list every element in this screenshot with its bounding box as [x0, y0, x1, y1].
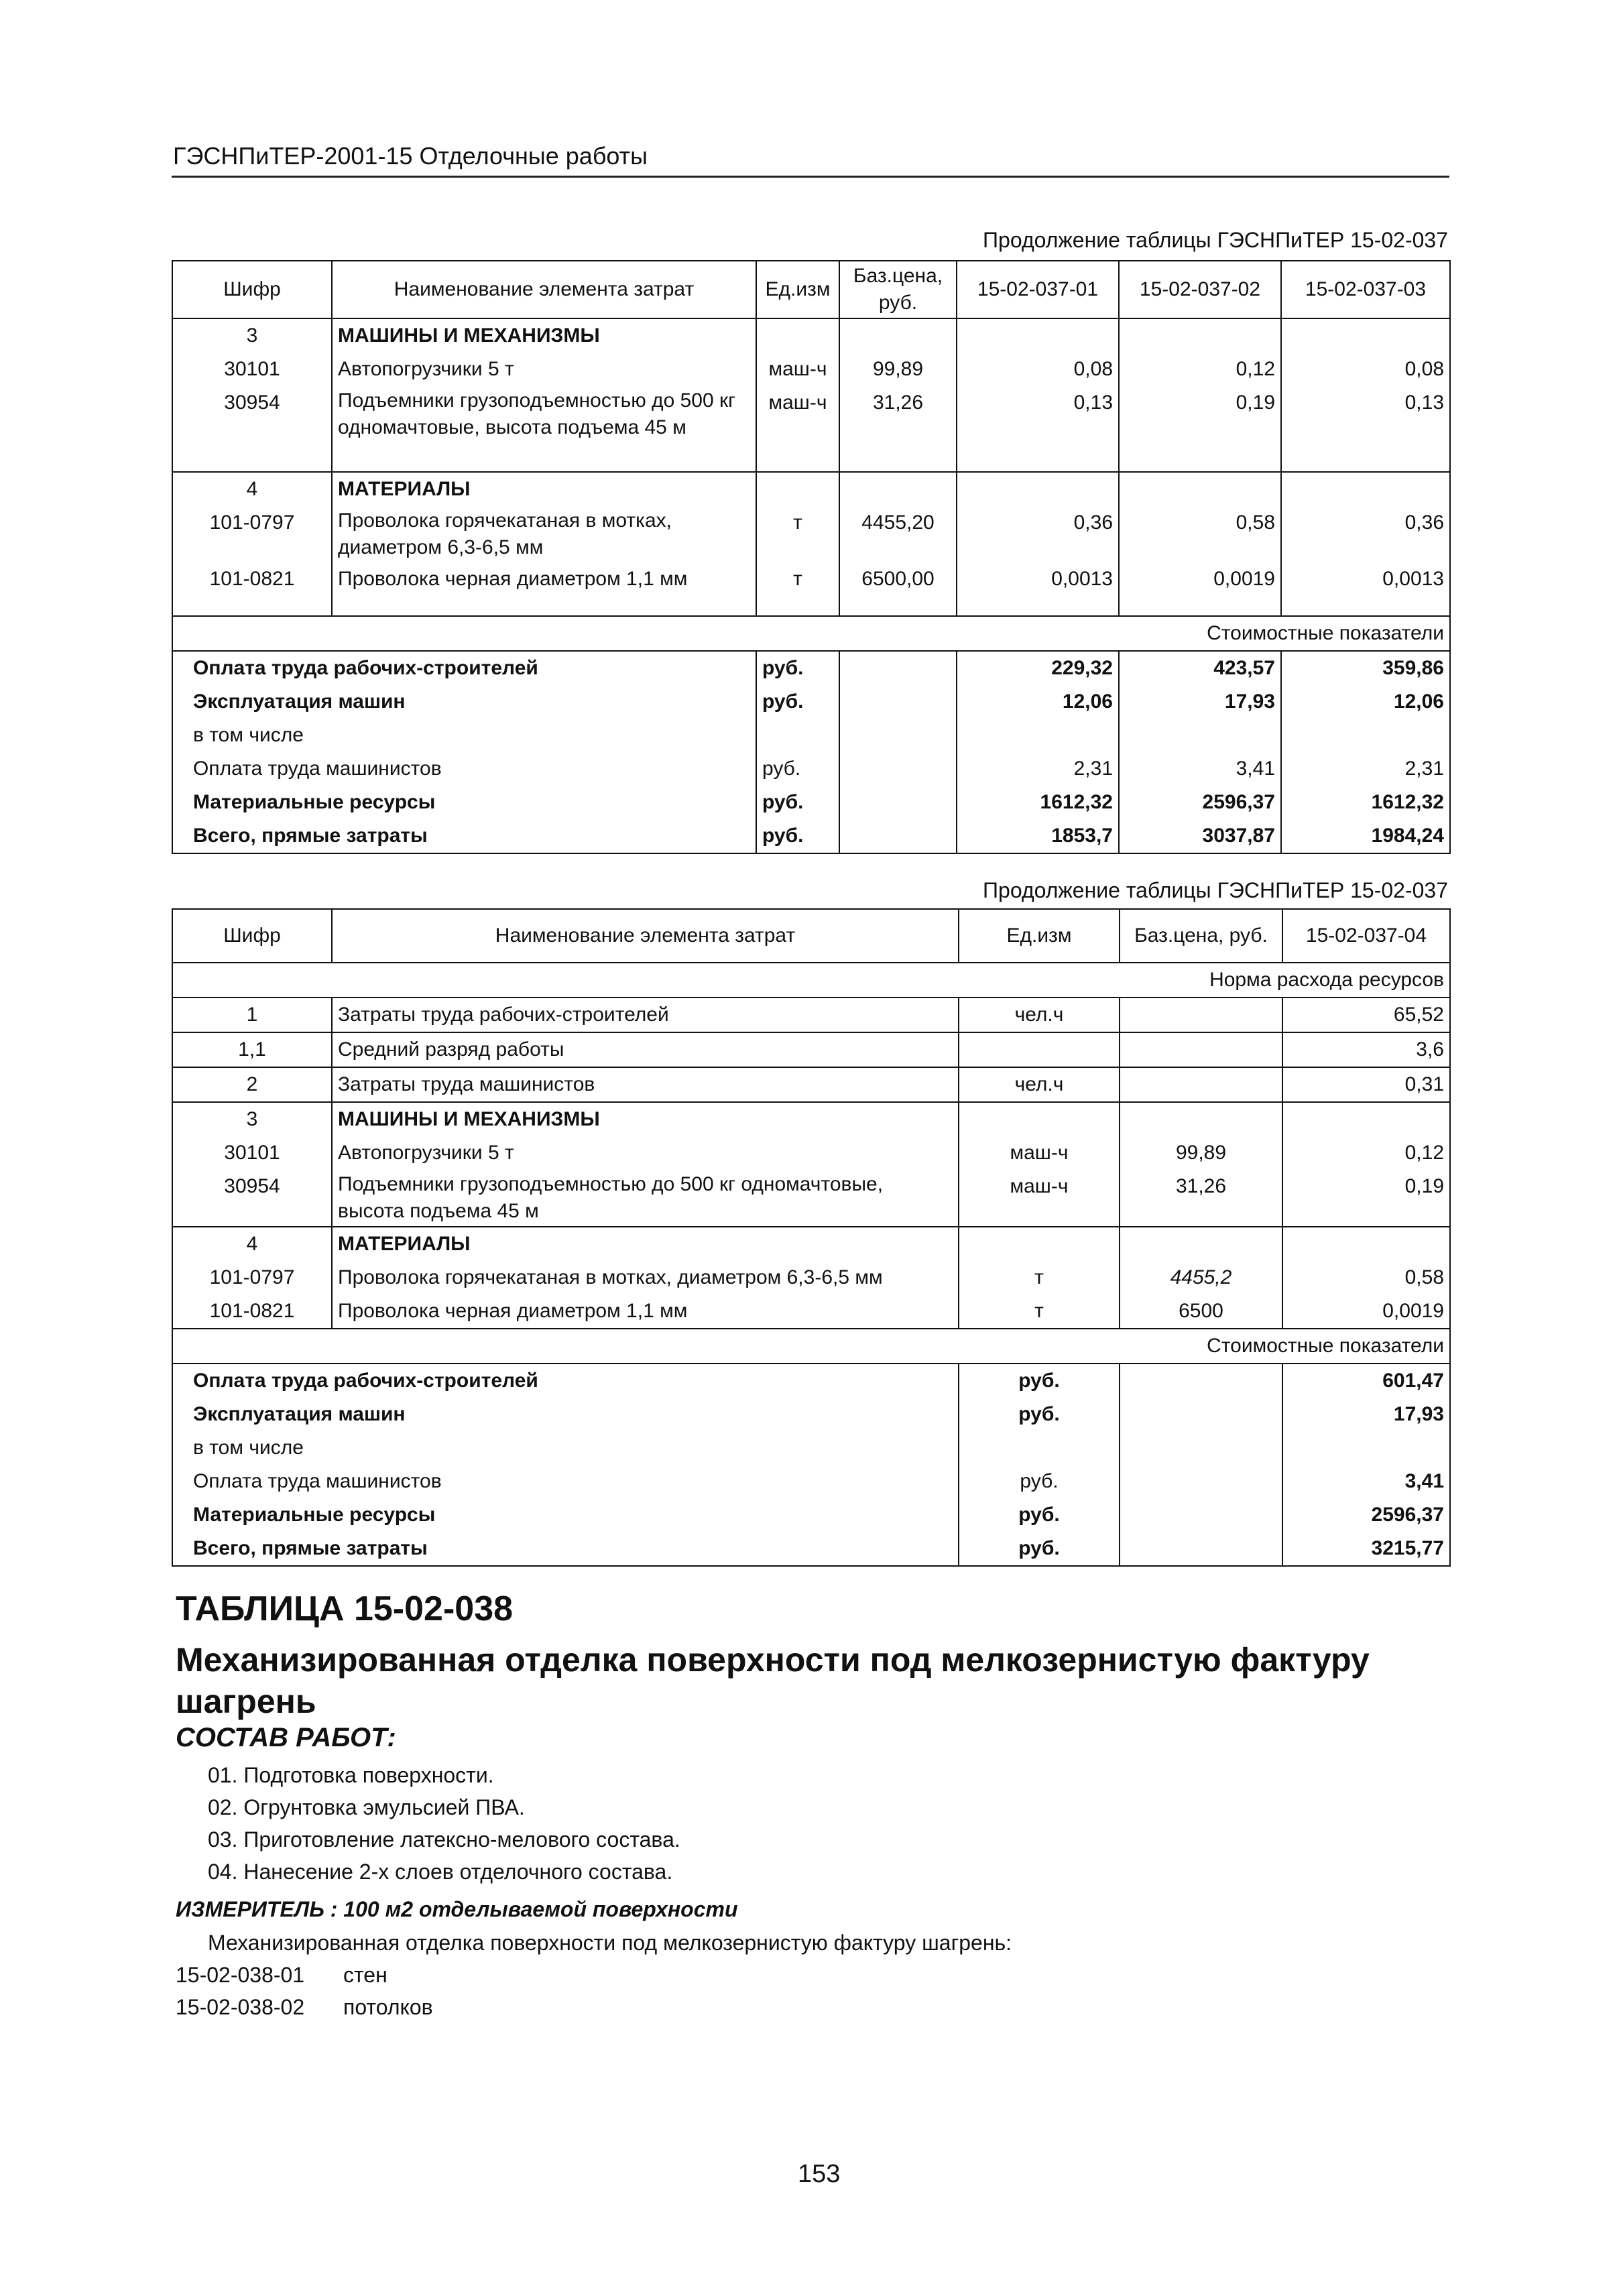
t1-header-name: Наименование элемента затрат	[332, 261, 756, 318]
t2-header-unit: Ед.изм	[959, 909, 1120, 963]
table-row: в том числе	[172, 719, 1450, 752]
page-number: 153	[798, 2160, 841, 2188]
table-row: Оплата труда рабочих-строителей руб. 601,47	[172, 1364, 1450, 1398]
table1	[172, 260, 1451, 854]
t1-header-c3: 15-02-037-03	[1281, 261, 1450, 318]
table-row	[172, 963, 1450, 998]
table2-continuation: Продолжение таблицы ГЭСНПиТЕР 15-02-037	[983, 878, 1448, 902]
table-row: Всего, прямые затраты руб. 1853,7 3037,87 1984,24	[172, 819, 1450, 853]
t1-header-unit: Ед.изм	[756, 261, 839, 318]
header-rule	[172, 176, 1449, 178]
t2-header-name: Наименование элемента затрат	[332, 909, 959, 963]
table-row: 3 МАШИНЫ И МЕХАНИЗМЫ	[172, 1102, 1450, 1136]
table-row: 101-0821 Проволока черная диаметром 1,1 мм т 6500,00 0,0013 0,0019 0,0013	[172, 562, 1450, 616]
t1-header-c1: 15-02-037-01	[957, 261, 1119, 318]
table-row: 3 МАШИНЫ И МЕХАНИЗМЫ	[172, 318, 1450, 353]
table1-continuation: Продолжение таблицы ГЭСНПиТЕР 15-02-037	[983, 228, 1448, 252]
variant-code: 15-02-038-02	[176, 1995, 305, 2019]
table-row: 101-0797 Проволока горячекатаная в мотках, диаметром 6,3-6,5 мм т 4455,20 0,36 0,58 0,36	[172, 506, 1450, 562]
variant-label: потолков	[343, 1995, 433, 2019]
table-row: Оплата труда машинистов руб. 3,41	[172, 1465, 1450, 1498]
table-row	[172, 616, 1450, 651]
t1-header-c2: 15-02-037-02	[1119, 261, 1281, 318]
table2	[172, 908, 1451, 1567]
table-row: 101-0821 Проволока черная диаметром 1,1 мм т 6500 0,0019	[172, 1294, 1450, 1329]
t2-header-c1: 15-02-037-04	[1282, 909, 1450, 963]
measurement-unit: ИЗМЕРИТЕЛЬ : 100 м2 отделываемой поверхности	[176, 1897, 738, 1921]
table-row: Эксплуатация машин руб. 12,06 17,93 12,06	[172, 685, 1450, 719]
table-row: 101-0797 Проволока горячекатаная в мотках, диаметром 6,3-6,5 мм т 4455,2 0,58	[172, 1261, 1450, 1294]
work-step: 03. Приготовление латексно-мелового состава.	[208, 1827, 680, 1852]
variant-description: Механизированная отделка поверхности под мелкозернистую фактуру шагрень:	[208, 1931, 1012, 1955]
section-title: ТАБЛИЦА 15-02-038	[176, 1589, 514, 1628]
running-header: ГЭСНПиТЕР-2001-15 Отделочные работы	[173, 142, 648, 170]
work-step: 04. Нанесение 2-х слоев отделочного состава.	[208, 1860, 673, 1884]
t1-cost-caption: Стоимостные показатели	[172, 616, 1450, 651]
t2-cost-caption: Стоимостные показатели	[172, 1329, 1450, 1364]
t1-header-price: Баз.цена, руб.	[839, 261, 957, 318]
table-row: 4 МАТЕРИАЛЫ	[172, 472, 1450, 506]
table-row: 30954 Подъемники грузоподъемностью до 500 кг одномачтовые, высота подъема 45 м маш-ч 31,26 0,19	[172, 1170, 1450, 1227]
t1-header-code: Шифр	[172, 261, 332, 318]
t2-norm-caption: Норма расхода ресурсов	[172, 963, 1450, 998]
work-step: 01. Подготовка поверхности.	[208, 1763, 494, 1787]
table-row: 30954 Подъемники грузоподъемностью до 500 кг одномачтовые, высота подъема 45 м маш-ч 31,26 0,13 0,19 0,13	[172, 386, 1450, 472]
table-row: Материальные ресурсы руб. 1612,32 2596,37 1612,32	[172, 786, 1450, 819]
work-step: 02. Огрунтовка эмульсией ПВА.	[208, 1795, 525, 1819]
variant-label: стен	[343, 1963, 387, 1987]
table-row: 30101 Автопогрузчики 5 т маш-ч 99,89 0,12	[172, 1136, 1450, 1170]
table-row: Материальные ресурсы руб. 2596,37	[172, 1498, 1450, 1532]
t2-header-price: Баз.цена, руб.	[1120, 909, 1282, 963]
table-row: Всего, прямые затраты руб. 3215,77	[172, 1532, 1450, 1566]
table-row: 4 МАТЕРИАЛЫ	[172, 1227, 1450, 1261]
variant-code: 15-02-038-01	[176, 1963, 305, 1987]
table-row: 1,1 Средний разряд работы 3,6	[172, 1032, 1450, 1067]
table-row: в том числе	[172, 1431, 1450, 1465]
composition-label: СОСТАВ РАБОТ:	[176, 1723, 396, 1752]
table-row: 30101 Автопогрузчики 5 т маш-ч 99,89 0,08 0,12 0,08	[172, 353, 1450, 386]
table-row: Эксплуатация машин руб. 17,93	[172, 1398, 1450, 1431]
t2-header-code: Шифр	[172, 909, 332, 963]
table-row: 2 Затраты труда машинистов чел.ч 0,31	[172, 1067, 1450, 1102]
table-row: Оплата труда рабочих-строителей руб. 229,32 423,57 359,86	[172, 651, 1450, 685]
table-row: 1 Затраты труда рабочих-строителей чел.ч 65,52	[172, 998, 1450, 1032]
table-row	[172, 1329, 1450, 1364]
section-subtitle: Механизированная отделка поверхности под мелкозернистую фактуру шагрень	[176, 1641, 1370, 1720]
table-row: Оплата труда машинистов руб. 2,31 3,41 2,31	[172, 752, 1450, 786]
